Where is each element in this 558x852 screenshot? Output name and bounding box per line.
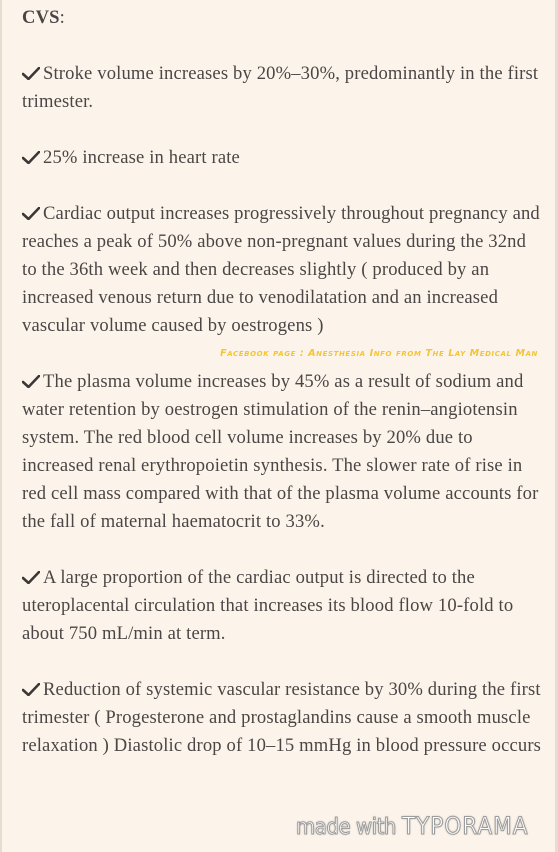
section-heading xyxy=(22,4,542,32)
checkmark-icon xyxy=(22,571,40,584)
checkmark-icon xyxy=(22,67,40,80)
facebook-page-watermark: Facebook page : Anesthesia Info from The Lay Medical Man xyxy=(220,348,538,359)
heading-text: CVS xyxy=(22,7,60,28)
bullet-text: The plasma volume increases by 45% as a result of sodium and water retention by oestrogen stimulation of the renin–angiotensin system. The red blood cell volume increases by 20% due to increased renal erythropoietin synthesis. The slower rate of rise in red cell mass compared with that of the plasma volume accounts for the fall of maternal haematocrit to 33%. xyxy=(22,371,539,532)
typorama-stamp xyxy=(296,808,529,844)
bullet-text: A large proportion of the cardiac output is directed to the uteroplacental circulation that increases its blood flow 10-fold to about 750 mL/min at term. xyxy=(22,567,514,644)
page-border-left xyxy=(0,0,2,852)
checkmark-icon xyxy=(22,207,40,220)
bullet-text: Cardiac output increases progressively throughout pregnancy and reaches a peak of 50% above non-pregnant values during the 32nd to the 36th week and then decreases slightly ( produced by an increased venous return due to venodilatation and an increased vascular volume caused by oestrogens ) xyxy=(22,203,540,336)
bullet-text: Stroke volume increases by 20%–30%, predominantly in the first trimester. xyxy=(22,63,539,112)
bullet-cardiac-output xyxy=(22,200,542,340)
heading-colon: : xyxy=(59,7,65,28)
bullet-text: 25% increase in heart rate xyxy=(43,147,240,168)
bullet-text: Reduction of systemic vascular resistance by 30% during the first trimester ( Progesterone and prostaglandins cause a smooth muscle relaxation ) Diastolic drop of 10–15 mmHg in blood pressure occurs xyxy=(22,679,542,756)
checkmark-icon xyxy=(22,151,40,164)
checkmark-icon xyxy=(22,375,40,388)
stamp-made-with: made with xyxy=(296,815,396,840)
bullet-plasma-volume xyxy=(22,368,542,536)
bullet-vascular-resistance xyxy=(22,676,542,760)
bullet-heart-rate xyxy=(22,144,542,172)
bullet-stroke-volume xyxy=(22,60,542,116)
checkmark-icon xyxy=(22,683,40,696)
note-body xyxy=(22,4,542,760)
bullet-uteroplacental xyxy=(22,564,542,648)
stamp-brand: TYPORAMA xyxy=(401,812,529,840)
